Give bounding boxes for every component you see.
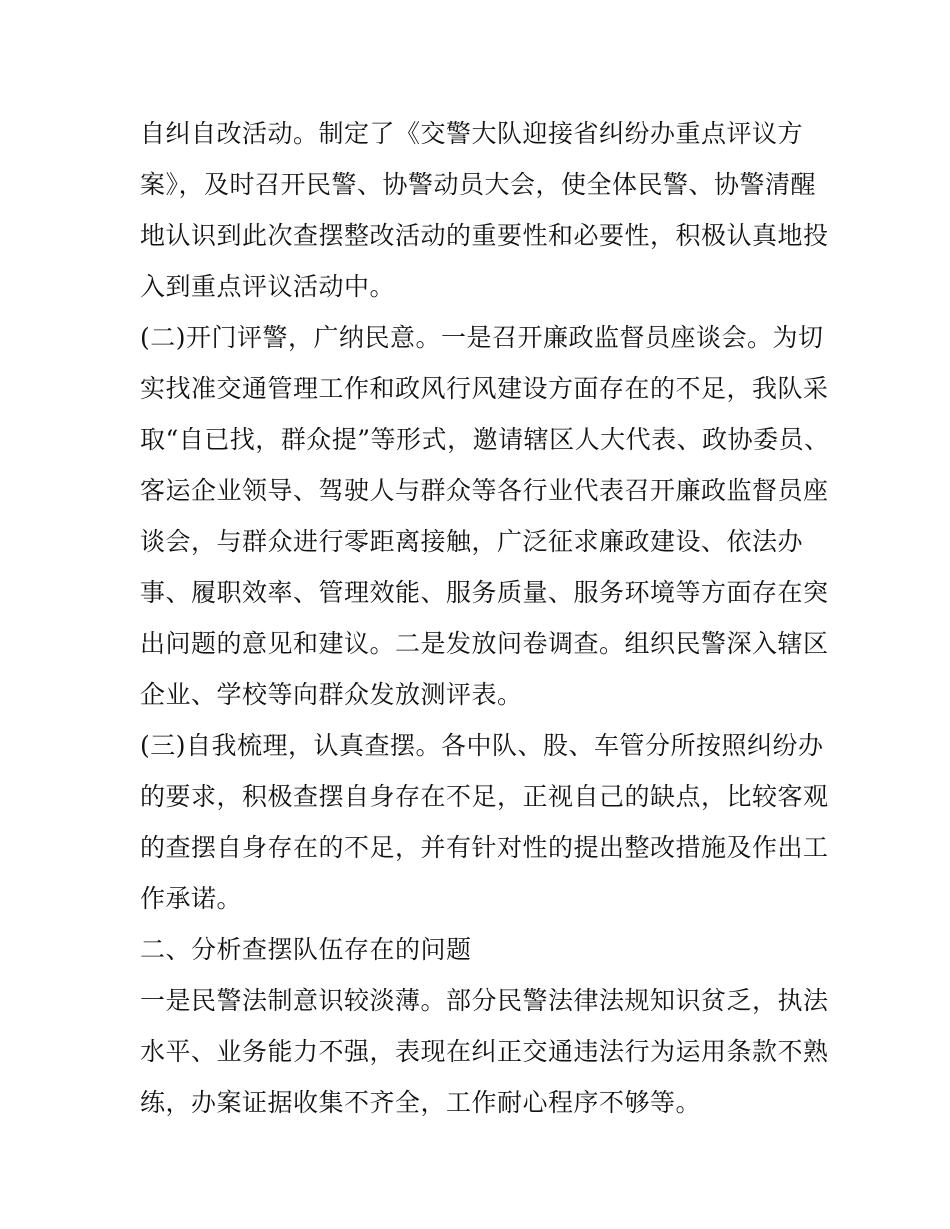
text-line: 案》，及时召开民警、协警动员大会，使全体民警、协警清醒 [140, 170, 817, 199]
text-line: 事、履职效率、管理效能、服务质量、服务环境等方面存在突 [140, 578, 829, 607]
text-line: 入到重点评议活动中。 [140, 272, 396, 301]
text-line: 取“自已找，群众提”等形式，邀请辖区人大代表、政协委员、 [140, 425, 830, 454]
text-line: 练，办案证据收集不齐全，工作耐心程序不够等。 [140, 1088, 702, 1117]
text-line: (三)自我梳理，认真查摆。各中队、股、车管分所按照纠纷办 [140, 731, 824, 760]
body-text [140, 108, 830, 1128]
text-line: 自纠自改活动。制定了《交警大队迎接省纠纷办重点评议方 [140, 119, 804, 148]
text-line: 水平、业务能力不强，表现在纠正交通违法行为运用条款不熟 [140, 1037, 829, 1066]
text-line: 出问题的意见和建议。二是发放问卷调查。组织民警深入辖区 [140, 629, 829, 658]
text-line: 客运企业领导、驾驶人与群众等各行业代表召开廉政监督员座 [140, 476, 829, 505]
text-line: 的要求，积极查摆自身存在不足，正视自己的缺点，比较客观 [140, 782, 829, 811]
text-line: 一是民警法制意识较淡薄。部分民警法律法规知识贫乏，执法 [140, 986, 829, 1015]
text-line: 谈会，与群众进行零距离接触，广泛征求廉政建设、依法办 [140, 527, 804, 556]
section-heading: 二、分析查摆队伍存在的问题 [140, 935, 472, 964]
text-line: 实找准交通管理工作和政风行风建设方面存在的不足，我队采 [140, 374, 829, 403]
text-line: 作承诺。 [140, 884, 243, 913]
text-line: 的查摆自身存在的不足，并有针对性的提出整改措施及作出工 [140, 833, 829, 862]
text-line: 企业、学校等向群众发放测评表。 [140, 680, 523, 709]
text-line: 地认识到此次查摆整改活动的重要性和必要性，积极认真地投 [140, 221, 829, 250]
text-line: (二)开门评警，广纳民意。一是召开廉政监督员座谈会。为切 [140, 323, 824, 352]
